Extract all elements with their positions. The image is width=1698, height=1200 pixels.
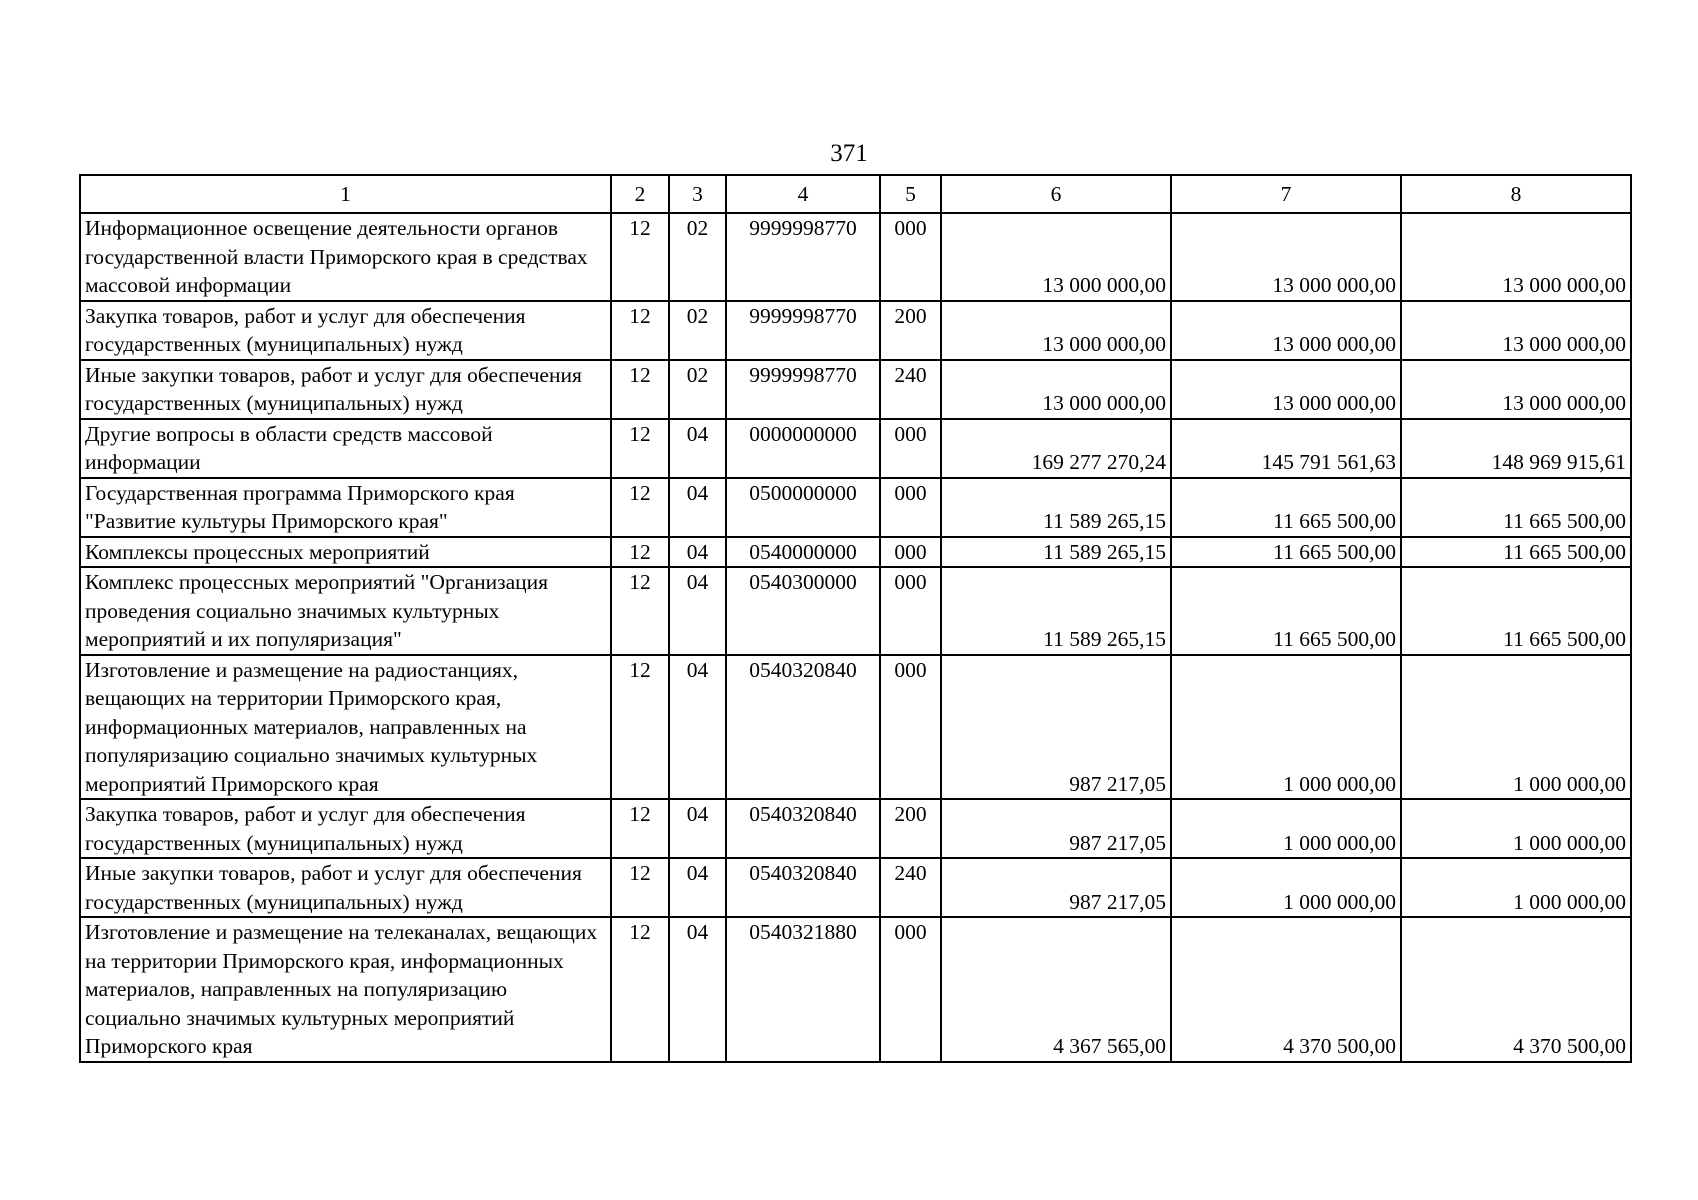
- row-expense-type: 000: [880, 917, 941, 1062]
- row-amount-8: 1 000 000,00: [1401, 655, 1631, 800]
- row-expense-type: 000: [880, 478, 941, 537]
- row-name: Закупка товаров, работ и услуг для обеспечения государственных (муниципальных) нужд: [80, 799, 611, 858]
- row-amount-6: 11 589 265,15: [941, 567, 1171, 655]
- row-amount-7: 13 000 000,00: [1171, 301, 1401, 360]
- row-expense-type: 000: [880, 419, 941, 478]
- row-subsection: 04: [669, 419, 726, 478]
- row-expense-type: 240: [880, 360, 941, 419]
- row-expense-type: 000: [880, 537, 941, 568]
- row-target-code: 0540000000: [726, 537, 880, 568]
- row-amount-8: 13 000 000,00: [1401, 360, 1631, 419]
- row-name: Иные закупки товаров, работ и услуг для обеспечения государственных (муниципальных) нужд: [80, 858, 611, 917]
- table-row: [80, 567, 1631, 655]
- row-subsection: 04: [669, 567, 726, 655]
- row-target-code: 0540320840: [726, 799, 880, 858]
- col-header-3: 3: [669, 175, 726, 213]
- row-expense-type: 000: [880, 213, 941, 301]
- table-row: [80, 655, 1631, 800]
- row-target-code: 0540321880: [726, 917, 880, 1062]
- table-row: [80, 917, 1631, 1062]
- row-target-code: 9999998770: [726, 360, 880, 419]
- row-amount-6: 987 217,05: [941, 655, 1171, 800]
- row-amount-8: 148 969 915,61: [1401, 419, 1631, 478]
- row-amount-7: 145 791 561,63: [1171, 419, 1401, 478]
- row-name: Комплексы процессных мероприятий: [80, 537, 611, 568]
- col-header-8: 8: [1401, 175, 1631, 213]
- row-name: Комплекс процессных мероприятий "Организация проведения социально значимых культурных мероприятий и их популяризация": [80, 567, 611, 655]
- table-row: [80, 419, 1631, 478]
- row-subsection: 04: [669, 655, 726, 800]
- row-amount-7: 11 665 500,00: [1171, 537, 1401, 568]
- row-target-code: 0540300000: [726, 567, 880, 655]
- page-number: 371: [830, 140, 868, 167]
- col-header-7: 7: [1171, 175, 1401, 213]
- budget-table: [79, 174, 1632, 1063]
- row-section: 12: [611, 537, 669, 568]
- row-name: Изготовление и размещение на телеканалах, вещающих на территории Приморского края, информационных материалов, направленных на популяризацию социально значимых культурных мероприятий Приморского края: [80, 917, 611, 1062]
- row-expense-type: 200: [880, 301, 941, 360]
- table-row: [80, 858, 1631, 917]
- row-amount-7: 13 000 000,00: [1171, 213, 1401, 301]
- table-row: [80, 799, 1631, 858]
- row-subsection: 02: [669, 213, 726, 301]
- row-target-code: 0540320840: [726, 858, 880, 917]
- row-subsection: 04: [669, 858, 726, 917]
- row-amount-8: 4 370 500,00: [1401, 917, 1631, 1062]
- row-target-code: 9999998770: [726, 301, 880, 360]
- row-section: 12: [611, 858, 669, 917]
- row-amount-6: 13 000 000,00: [941, 301, 1171, 360]
- row-amount-8: 1 000 000,00: [1401, 799, 1631, 858]
- row-amount-8: 1 000 000,00: [1401, 858, 1631, 917]
- row-amount-6: 13 000 000,00: [941, 213, 1171, 301]
- col-header-1: 1: [80, 175, 611, 213]
- row-subsection: 02: [669, 360, 726, 419]
- row-name: Иные закупки товаров, работ и услуг для обеспечения государственных (муниципальных) нужд: [80, 360, 611, 419]
- row-name: Другие вопросы в области средств массовой информации: [80, 419, 611, 478]
- row-amount-6: 4 367 565,00: [941, 917, 1171, 1062]
- row-amount-7: 1 000 000,00: [1171, 858, 1401, 917]
- row-amount-8: 13 000 000,00: [1401, 213, 1631, 301]
- table-row: [80, 213, 1631, 301]
- row-expense-type: 200: [880, 799, 941, 858]
- row-amount-6: 13 000 000,00: [941, 360, 1171, 419]
- row-section: 12: [611, 419, 669, 478]
- row-section: 12: [611, 301, 669, 360]
- row-expense-type: 000: [880, 655, 941, 800]
- row-section: 12: [611, 567, 669, 655]
- table-row: [80, 360, 1631, 419]
- row-amount-7: 4 370 500,00: [1171, 917, 1401, 1062]
- row-section: 12: [611, 213, 669, 301]
- row-target-code: 0500000000: [726, 478, 880, 537]
- row-section: 12: [611, 360, 669, 419]
- row-target-code: 9999998770: [726, 213, 880, 301]
- row-amount-6: 11 589 265,15: [941, 478, 1171, 537]
- row-name: Информационное освещение деятельности органов государственной власти Приморского края в средствах массовой информации: [80, 213, 611, 301]
- row-expense-type: 240: [880, 858, 941, 917]
- row-amount-7: 11 665 500,00: [1171, 567, 1401, 655]
- col-header-2: 2: [611, 175, 669, 213]
- header-row: [80, 175, 1631, 213]
- row-amount-8: 13 000 000,00: [1401, 301, 1631, 360]
- row-section: 12: [611, 917, 669, 1062]
- row-amount-6: 987 217,05: [941, 799, 1171, 858]
- row-amount-6: 987 217,05: [941, 858, 1171, 917]
- col-header-6: 6: [941, 175, 1171, 213]
- row-subsection: 04: [669, 478, 726, 537]
- table-row: [80, 301, 1631, 360]
- row-subsection: 02: [669, 301, 726, 360]
- row-amount-7: 1 000 000,00: [1171, 655, 1401, 800]
- row-amount-7: 11 665 500,00: [1171, 478, 1401, 537]
- row-subsection: 04: [669, 799, 726, 858]
- row-amount-8: 11 665 500,00: [1401, 537, 1631, 568]
- col-header-5: 5: [880, 175, 941, 213]
- row-subsection: 04: [669, 537, 726, 568]
- row-amount-8: 11 665 500,00: [1401, 567, 1631, 655]
- row-section: 12: [611, 799, 669, 858]
- table-row: [80, 478, 1631, 537]
- row-name: Изготовление и размещение на радиостанциях, вещающих на территории Приморского края, информационных материалов, направленных на популяризацию социально значимых культурных мероприятий Приморского края: [80, 655, 611, 800]
- row-target-code: 0540320840: [726, 655, 880, 800]
- col-header-4: 4: [726, 175, 880, 213]
- row-amount-6: 169 277 270,24: [941, 419, 1171, 478]
- row-target-code: 0000000000: [726, 419, 880, 478]
- row-name: Закупка товаров, работ и услуг для обеспечения государственных (муниципальных) нужд: [80, 301, 611, 360]
- row-section: 12: [611, 478, 669, 537]
- row-amount-8: 11 665 500,00: [1401, 478, 1631, 537]
- row-expense-type: 000: [880, 567, 941, 655]
- row-name: Государственная программа Приморского края "Развитие культуры Приморского края": [80, 478, 611, 537]
- row-amount-7: 13 000 000,00: [1171, 360, 1401, 419]
- row-section: 12: [611, 655, 669, 800]
- table-row: [80, 537, 1631, 568]
- row-subsection: 04: [669, 917, 726, 1062]
- row-amount-7: 1 000 000,00: [1171, 799, 1401, 858]
- row-amount-6: 11 589 265,15: [941, 537, 1171, 568]
